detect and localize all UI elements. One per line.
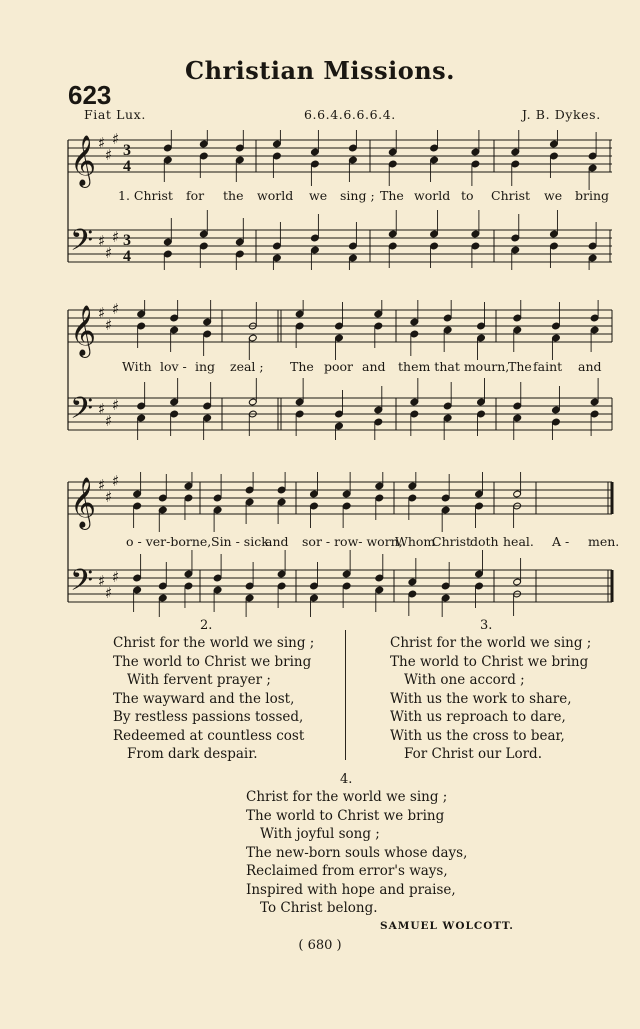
- notehead: [245, 498, 254, 506]
- sharp-icon: ♯: [112, 396, 120, 414]
- notehead: [511, 234, 520, 242]
- verse-line: Inspired with hope and praise,: [246, 881, 456, 898]
- notehead: [310, 490, 319, 498]
- notehead: [511, 148, 520, 156]
- notehead: [245, 582, 254, 590]
- sharp-icon: ♯: [112, 130, 120, 148]
- lyric-word: we: [309, 188, 328, 203]
- sharp-icon: ♯: [112, 472, 120, 490]
- notehead: [475, 570, 484, 578]
- verse-line: Redeemed at countless cost: [113, 727, 305, 744]
- lyric-word: 1. Christ: [118, 188, 173, 203]
- sharp-icon: ♯: [98, 134, 106, 152]
- notehead: [335, 334, 344, 342]
- notehead: [277, 582, 286, 590]
- notehead: [443, 414, 452, 422]
- notehead: [375, 574, 384, 582]
- notehead: [310, 502, 319, 510]
- notehead: [310, 582, 319, 590]
- notehead: [158, 582, 167, 590]
- notehead: [163, 156, 172, 164]
- lyric-word: ing: [195, 359, 216, 374]
- notehead: [590, 314, 599, 322]
- verse-line: From dark despair.: [127, 746, 258, 762]
- notehead: [388, 230, 397, 238]
- notehead: [388, 160, 397, 168]
- verse-line: Christ for the world we sing ;: [246, 789, 448, 805]
- sharp-icon: ♯: [105, 584, 113, 602]
- notehead: [550, 152, 559, 160]
- sharp-icon: ♯: [105, 146, 113, 164]
- verse-line: The wayward and the lost,: [113, 690, 295, 707]
- notehead: [335, 422, 344, 430]
- notehead: [137, 402, 146, 410]
- notehead: [441, 494, 450, 502]
- notehead: [133, 574, 142, 582]
- lyric-word: With: [122, 359, 152, 374]
- notehead: [133, 490, 142, 498]
- notehead: [158, 506, 167, 514]
- time-signature-top: 3: [123, 142, 131, 159]
- notehead: [511, 246, 520, 254]
- notehead: [273, 254, 282, 262]
- verse-line: With us the cross to bear,: [390, 727, 565, 744]
- notehead: [170, 314, 179, 322]
- notehead: [342, 502, 351, 510]
- notehead: [441, 506, 450, 514]
- notehead: [388, 242, 397, 250]
- notehead: [552, 334, 561, 342]
- notehead: [441, 594, 450, 602]
- notehead: [235, 238, 244, 246]
- notehead: [184, 570, 193, 578]
- verse-line: The world to Christ we bring: [246, 807, 445, 824]
- notehead: [513, 402, 522, 410]
- notehead: [137, 322, 146, 330]
- notehead: [203, 402, 212, 410]
- notehead: [408, 494, 417, 502]
- lyric-word: The: [380, 188, 404, 203]
- lyric-word: Christ: [432, 534, 472, 549]
- notehead: [477, 334, 486, 342]
- notehead: [273, 140, 282, 148]
- notehead: [513, 326, 522, 334]
- notehead: [374, 322, 383, 330]
- notehead: [430, 144, 439, 152]
- notehead: [552, 322, 561, 330]
- notehead: [295, 310, 304, 318]
- notehead: [375, 494, 384, 502]
- notehead: [349, 242, 358, 250]
- verse-line: Christ for the world we sing ;: [390, 635, 592, 651]
- verse-line: The world to Christ we bring: [390, 653, 589, 670]
- notehead: [203, 318, 212, 326]
- time-signature-bottom: 4: [123, 158, 131, 175]
- notehead: [430, 230, 439, 238]
- notehead: [513, 314, 522, 322]
- lyric-word: heal.: [503, 534, 534, 549]
- lyric-word: bring: [575, 188, 610, 203]
- notehead: [133, 502, 142, 510]
- column-divider: [345, 630, 346, 760]
- lyric-word: doth: [470, 534, 499, 549]
- notehead: [163, 250, 172, 258]
- verse-line: With fervent prayer ;: [127, 672, 271, 688]
- notehead: [588, 242, 597, 250]
- verse-line: Reclaimed from error's ways,: [246, 863, 448, 879]
- notehead: [475, 490, 484, 498]
- sharp-icon: ♯: [98, 232, 106, 250]
- hymn-number: 623: [68, 80, 112, 110]
- verse-line: The new-born souls whose days,: [246, 844, 468, 861]
- notehead: [388, 148, 397, 156]
- lyric-word: for: [186, 188, 205, 203]
- notehead: [590, 410, 599, 418]
- notehead: [163, 238, 172, 246]
- notehead: [477, 410, 486, 418]
- verse-line: With us reproach to dare,: [390, 709, 566, 725]
- music-system-2: [0, 300, 640, 440]
- notehead: [550, 140, 559, 148]
- lyric-word: lov -: [160, 359, 187, 374]
- notehead: [443, 326, 452, 334]
- notehead: [277, 486, 286, 494]
- sharp-icon: ♯: [105, 488, 113, 506]
- notehead: [475, 502, 484, 510]
- notehead: [199, 242, 208, 250]
- lyric-word: and: [265, 534, 289, 549]
- notehead: [550, 242, 559, 250]
- notehead: [374, 418, 383, 426]
- notehead: [170, 326, 179, 334]
- notehead: [235, 144, 244, 152]
- notehead: [213, 494, 222, 502]
- notehead: [375, 586, 384, 594]
- notehead: [248, 398, 257, 406]
- notehead: [408, 578, 417, 586]
- notehead: [349, 254, 358, 262]
- notehead: [410, 330, 419, 338]
- notehead: [430, 242, 439, 250]
- notehead: [199, 140, 208, 148]
- notehead: [349, 156, 358, 164]
- notehead: [477, 398, 486, 406]
- notehead: [342, 582, 351, 590]
- notehead: [513, 414, 522, 422]
- lyric-word: we: [544, 188, 563, 203]
- lyric-word: A -: [552, 534, 570, 549]
- notehead: [311, 246, 320, 254]
- notehead: [374, 406, 383, 414]
- notehead: [335, 410, 344, 418]
- notehead: [170, 410, 179, 418]
- notehead: [588, 164, 597, 172]
- notehead: [295, 322, 304, 330]
- lyric-word: The: [290, 359, 314, 374]
- lyric-word: and: [362, 359, 386, 374]
- bass-clef-icon: 𝄢: [70, 392, 94, 433]
- verse-line: By restless passions tossed,: [113, 709, 304, 725]
- notehead: [443, 314, 452, 322]
- notehead: [342, 490, 351, 498]
- notehead: [213, 506, 222, 514]
- notehead: [441, 582, 450, 590]
- notehead: [184, 582, 193, 590]
- notehead: [590, 326, 599, 334]
- notehead: [408, 482, 417, 490]
- notehead: [203, 414, 212, 422]
- music-system-3: [0, 472, 640, 617]
- time-signature-top: 3: [123, 232, 131, 249]
- notehead: [199, 230, 208, 238]
- notehead: [311, 148, 320, 156]
- notehead: [245, 486, 254, 494]
- lyric-word: zeal ;: [230, 359, 264, 374]
- notehead: [203, 330, 212, 338]
- lyric-line-3: [0, 534, 640, 550]
- metre: 6.6.4.6.6.6.4.: [304, 107, 396, 122]
- verse-number-4: 4.: [340, 772, 353, 787]
- treble-clef-icon: 𝄞: [70, 135, 97, 186]
- notehead: [137, 310, 146, 318]
- composer: J. B. Dykes.: [522, 107, 601, 122]
- notehead: [170, 398, 179, 406]
- verse-line: The world to Christ we bring: [113, 653, 312, 670]
- lyric-word: Sin - sick: [211, 534, 269, 549]
- notehead: [590, 398, 599, 406]
- lyric-word: to: [461, 188, 474, 203]
- lyric-word: o - ver-borne,: [126, 534, 212, 549]
- sharp-icon: ♯: [105, 412, 113, 430]
- notehead: [513, 578, 522, 586]
- sharp-icon: ♯: [105, 316, 113, 334]
- sharp-icon: ♯: [98, 400, 106, 418]
- notehead: [471, 160, 480, 168]
- lyric-word: Whom: [395, 534, 436, 549]
- lyric-line-1: [0, 188, 640, 204]
- notehead: [349, 144, 358, 152]
- notehead: [235, 250, 244, 258]
- notehead: [245, 594, 254, 602]
- music-system-1: [0, 130, 640, 270]
- notehead: [471, 242, 480, 250]
- notehead: [184, 494, 193, 502]
- verse-number-3: 3.: [480, 618, 493, 633]
- bass-clef-icon: 𝄢: [70, 224, 94, 265]
- sharp-icon: ♯: [112, 568, 120, 586]
- lyric-word: The: [508, 359, 532, 374]
- notehead: [477, 322, 486, 330]
- notehead: [235, 156, 244, 164]
- lyric-word: sing ;: [340, 188, 375, 203]
- notehead: [408, 590, 417, 598]
- sharp-icon: ♯: [98, 304, 106, 322]
- notehead: [310, 594, 319, 602]
- tune-name: Fiat Lux.: [84, 107, 146, 122]
- notehead: [273, 242, 282, 250]
- notehead: [443, 402, 452, 410]
- notehead: [158, 594, 167, 602]
- lyric-word: men.: [588, 534, 620, 549]
- notehead: [213, 574, 222, 582]
- lyric-line-2: [0, 359, 640, 375]
- notehead: [137, 414, 146, 422]
- time-signature-bottom: 4: [123, 248, 131, 265]
- notehead: [335, 322, 344, 330]
- page-number: ( 680 ): [298, 938, 342, 953]
- sharp-icon: ♯: [112, 300, 120, 318]
- notehead: [213, 586, 222, 594]
- notehead: [374, 310, 383, 318]
- notehead: [471, 148, 480, 156]
- notehead: [430, 156, 439, 164]
- verse-line: With joyful song ;: [260, 826, 380, 842]
- lyric-word: poor: [324, 359, 354, 374]
- notehead: [410, 410, 419, 418]
- lyric-word: the: [223, 188, 244, 203]
- lyric-word: world: [414, 188, 451, 203]
- verse-line: To Christ belong.: [260, 900, 378, 916]
- lyric-word: faint: [533, 359, 563, 374]
- notehead: [513, 490, 522, 498]
- lyric-word: sor - row- worn,: [302, 534, 403, 549]
- lyric-word: world: [257, 188, 294, 203]
- lyric-word: Christ: [491, 188, 531, 203]
- notehead: [311, 160, 320, 168]
- lyric-word: them that mourn,: [398, 359, 510, 374]
- notehead: [184, 482, 193, 490]
- sharp-icon: ♯: [98, 572, 106, 590]
- author-credit: SAMUEL WOLCOTT.: [380, 920, 514, 932]
- notehead: [475, 582, 484, 590]
- treble-clef-icon: 𝄞: [70, 477, 97, 528]
- notehead: [133, 586, 142, 594]
- notehead: [410, 398, 419, 406]
- notehead: [511, 160, 520, 168]
- sharp-icon: ♯: [112, 228, 120, 246]
- notehead: [552, 406, 561, 414]
- notehead: [550, 230, 559, 238]
- notehead: [410, 318, 419, 326]
- verse-line: With us the work to share,: [390, 690, 572, 707]
- notehead: [199, 152, 208, 160]
- notehead: [273, 152, 282, 160]
- notehead: [375, 482, 384, 490]
- bass-clef-icon: 𝄢: [70, 564, 94, 605]
- notehead: [163, 144, 172, 152]
- lyric-word: and: [578, 359, 602, 374]
- notehead: [295, 410, 304, 418]
- section-title: Christian Missions.: [184, 56, 456, 85]
- notehead: [277, 498, 286, 506]
- notehead: [277, 570, 286, 578]
- notehead: [248, 334, 257, 342]
- notehead: [158, 494, 167, 502]
- verse-line: For Christ our Lord.: [404, 746, 542, 762]
- verse-line: Christ for the world we sing ;: [113, 635, 315, 651]
- sharp-icon: ♯: [98, 476, 106, 494]
- notehead: [552, 418, 561, 426]
- notehead: [471, 230, 480, 238]
- verse-number-2: 2.: [200, 618, 213, 633]
- treble-clef-icon: 𝄞: [70, 305, 97, 356]
- notehead: [588, 254, 597, 262]
- notehead: [311, 234, 320, 242]
- sharp-icon: ♯: [105, 244, 113, 262]
- notehead: [295, 398, 304, 406]
- verse-line: With one accord ;: [404, 672, 525, 688]
- notehead: [342, 570, 351, 578]
- notehead: [588, 152, 597, 160]
